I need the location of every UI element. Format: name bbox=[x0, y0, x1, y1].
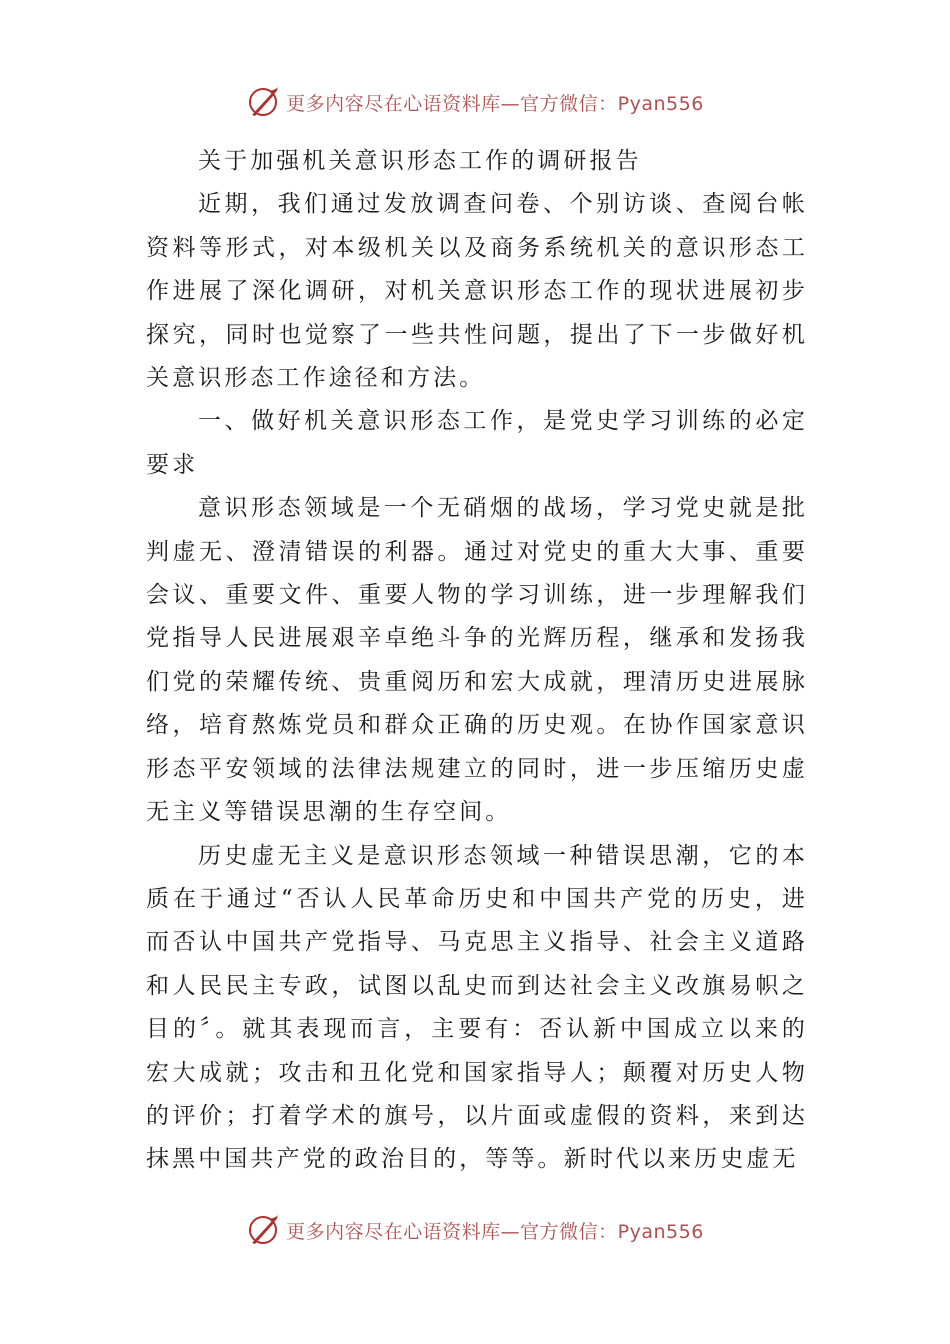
header-watermark bbox=[0, 80, 950, 124]
quill-logo-icon bbox=[246, 85, 280, 119]
paragraph-historical-nihilism: 历史虚无主义是意识形态领域一种错误思潮，它的本质在于通过“否认人民革命历史和中国共产党的历史，进而否认中国共产党指导、马克思主义指导、社会主义道路和人民民主专政，试图以乱史而到达社会主义改旗易帜之目的〞。就其表现而言，主要有：否认新中国成立以来的宏大成就；攻击和丑化党和国家指导人；颠覆对历史人物的评价；打着学术的旗号，以片面或虚假的资料，来到达抹黑中国共产党的政治目的，等等。新时代以来历史虚无 bbox=[146, 842, 808, 1173]
watermark-text: 更多内容尽在心语资料库—官方微信：Pyan556 bbox=[286, 1220, 704, 1243]
quill-logo-icon bbox=[246, 1213, 280, 1247]
watermark-text: 更多内容尽在心语资料库—官方微信：Pyan556 bbox=[286, 92, 704, 115]
paragraph-intro: 近期，我们通过发放调查问卷、个别访谈、查阅台帐资料等形式，对本级机关以及商务系统机关的意识形态工作进展了深化调研，对机关意识形态工作的现状进展初步探究，同时也觉察了一些共性问题，提出了下一步做好机关意识形态工作途径和方法。 bbox=[146, 191, 808, 392]
document-body bbox=[146, 140, 808, 1182]
document-title: 关于加强机关意识形态工作的调研报告 bbox=[198, 148, 642, 174]
section-heading-1: 一、做好机关意识形态工作，是党史学习训练的必定要求 bbox=[146, 408, 808, 478]
footer-watermark bbox=[0, 1208, 950, 1252]
paragraph-ideology-field: 意识形态领域是一个无硝烟的战场，学习党史就是批判虚无、澄清错误的利器。通过对党史的重大大事、重要会议、重要文件、重要人物的学习训练，进一步理解我们党指导人民进展艰辛卓绝斗争的光辉历程，继承和发扬我们党的荣耀传统、贵重阅历和宏大成就，理清历史进展脉络，培育熬炼党员和群众正确的历史观。在协作国家意识形态平安领域的法律法规建立的同时，进一步压缩历史虚无主义等错误思潮的生存空间。 bbox=[146, 495, 808, 826]
